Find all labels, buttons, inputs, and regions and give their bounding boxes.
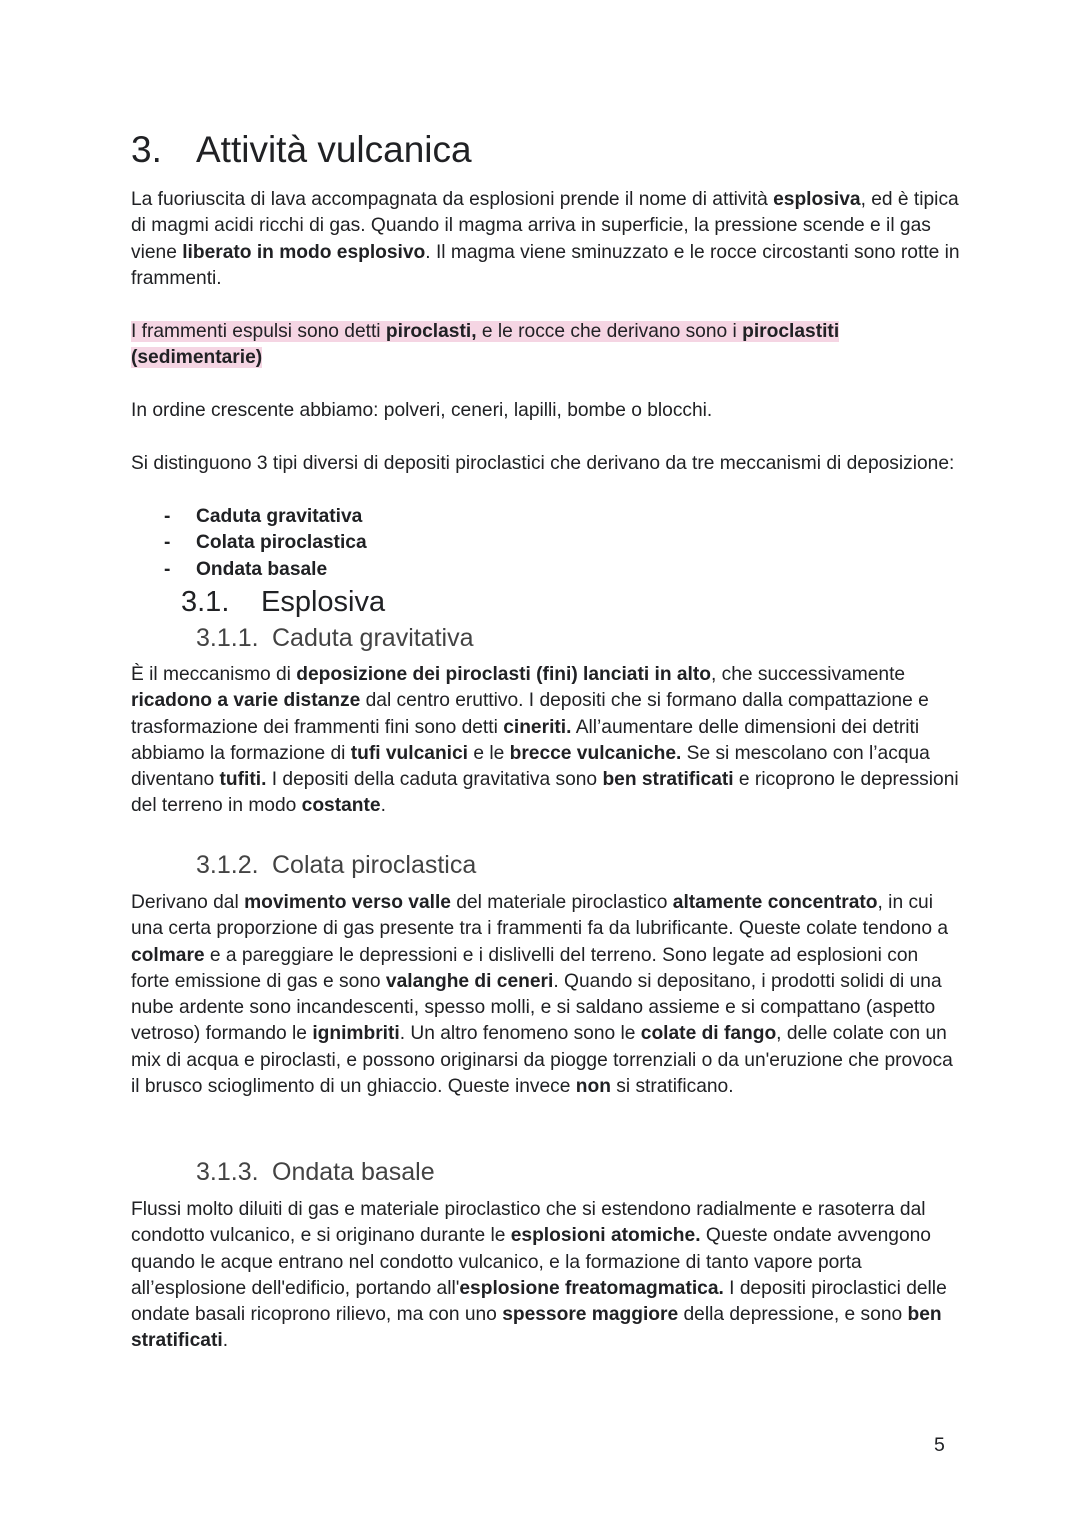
subsubsection-number: 3.1.1. [196, 624, 259, 652]
bold-text-run: deposizione dei piroclasti (fini) lanciati in alto [296, 664, 711, 685]
bold-text-run: colate di fango [640, 1023, 777, 1045]
text-run: , ed è tipica di magmi acidi ricchi di gas. Quando il magma arriva in superficie, la pressione scende e il gas viene [131, 189, 959, 263]
bold-text-run: piroclasti, [385, 321, 477, 342]
bold-text-run: tufi vulcanici [350, 742, 468, 764]
text-run: della depressione, e sono [678, 1304, 908, 1326]
text-run: , delle colate con un mix di acqua e piroclasti, e possono originarsi da piogge torrenziali o da un'eruzione che provoca il brusco scioglimento di un ghiaccio. Queste invece [131, 1023, 953, 1098]
page-number: 5 [934, 1434, 945, 1456]
list-item [131, 504, 367, 530]
highlighted-paragraph [131, 319, 961, 372]
text-run: Se si mescolano con l’acqua diventano [131, 742, 930, 791]
bold-text-run: tufiti. [219, 769, 267, 791]
bold-text-run: cineriti. [503, 716, 572, 738]
text-run: I depositi della caduta gravitativa sono [266, 769, 603, 791]
highlight-text [131, 321, 839, 368]
subsubsection-title: Ondata basale [272, 1158, 435, 1186]
text-run: Queste ondate avvengono quando le acque entrano nel condotto vulcanico, e la formazione di tanto vapore porta all’esplosione dell'edificio, portando all' [131, 1225, 931, 1299]
bold-text-run: brecce vulcaniche. [509, 742, 682, 764]
subsubsection-number: 3.1.2. [196, 851, 259, 879]
bold-text-run: colmare [131, 944, 205, 966]
bold-text-run: (sedimentarie) [131, 347, 263, 369]
text-run: Derivano dal [131, 892, 245, 913]
colata-paragraph [131, 890, 961, 1100]
bold-text-run: valanghe di ceneri [385, 970, 554, 992]
bold-text-run: esplosioni atomiche. [510, 1225, 701, 1247]
text-run: . [222, 1330, 229, 1352]
section-heading [131, 128, 472, 172]
text-run: , in cui una certa proporzione di gas presente tra i frammenti fa da lubrificante. Queste colate tendono a [131, 892, 949, 940]
subsubsection-heading [196, 623, 474, 653]
bold-text-run: ben stratificati [131, 1304, 942, 1352]
list-bullet: - [164, 506, 171, 527]
list-bullet: - [164, 532, 171, 554]
text-run: si stratificano. [610, 1076, 734, 1098]
deposit-types-list [131, 504, 367, 583]
bold-text-run: spessore maggiore [502, 1304, 679, 1326]
text-run: . Quando si depositano, i prodotti solidi di una nube ardente sono incandescenti, spesso molli, e si saldano assieme e si compattano (aspetto vetroso) formando le [131, 970, 942, 1045]
bold-text-run: ricadono a varie distanze [131, 690, 361, 712]
text-run: La fuoriuscita di lava accompagnata da esplosioni prende il nome di attività [131, 189, 774, 210]
bold-text-run: esplosione freatomagmatica. [459, 1277, 724, 1299]
bold-text-run: movimento verso valle [244, 892, 451, 913]
list-item [131, 557, 367, 583]
list-item [131, 530, 367, 556]
list-item-text: Colata piroclastica [196, 532, 367, 554]
text-run: e a pareggiare le depressioni e i dislivelli del terreno. Sono legate ad esplosioni con forte emissione di gas e sono [131, 944, 919, 992]
subsubsection-title: Caduta gravitativa [272, 624, 474, 652]
text-run: e le rocce che derivano sono i [476, 321, 743, 342]
section-title: Attività vulcanica [196, 129, 472, 170]
bold-text-run: ben stratificati [602, 769, 734, 791]
bold-text-run: liberato in modo esplosivo [182, 241, 426, 263]
text-run: dal centro eruttivo. I depositi che si formano dalla compattazione e trasformazione dei frammenti fini sono detti [131, 690, 929, 738]
bold-text-run: altamente concentrato [672, 892, 878, 913]
text-run: È il meccanismo di [131, 664, 297, 685]
caduta-paragraph [131, 662, 961, 820]
list-item-text: Ondata basale [196, 558, 328, 580]
section-number: 3. [131, 129, 162, 170]
text-run: e ricoprono le depressioni del terreno in modo [131, 769, 959, 817]
text-run: All’aumentare delle dimensioni dei detriti abbiamo la formazione di [131, 716, 920, 764]
subsubsection-heading [196, 850, 476, 880]
subsubsection-number: 3.1.3. [196, 1158, 259, 1186]
text-run: . [380, 795, 386, 817]
bold-text-run: esplosiva [773, 189, 861, 210]
text-run: del materiale piroclastico [450, 892, 673, 913]
subsection-title: Esplosiva [261, 586, 386, 618]
subsubsection-title: Colata piroclastica [272, 851, 477, 879]
subsection-heading [181, 584, 385, 620]
bold-text-run: ignimbriti [312, 1023, 400, 1045]
text-run: , che successivamente [711, 664, 906, 685]
text-run: I frammenti espulsi sono detti [131, 321, 386, 342]
list-bullet: - [164, 558, 171, 580]
text-run: I depositi piroclastici delle ondate basali ricoprono rilievo, ma con uno [131, 1277, 947, 1326]
distinguish-paragraph: Si distinguono 3 tipi diversi di depositi piroclastici che derivano da tre meccanismi di deposizione: [131, 453, 955, 474]
subsubsection-heading [196, 1157, 435, 1187]
list-item-text: Caduta gravitativa [196, 506, 363, 527]
ondata-paragraph [131, 1197, 961, 1355]
subsection-number: 3.1. [181, 586, 230, 618]
text-run: . Un altro fenomeno sono le [399, 1023, 641, 1045]
intro-paragraph [131, 187, 961, 292]
bold-text-run: costante [301, 795, 381, 817]
bold-text-run: piroclastiti [742, 321, 840, 342]
bold-text-run: non [575, 1076, 611, 1098]
text-run: . Il magma viene sminuzzato e le rocce circostanti sono rotte in frammenti. [131, 241, 960, 289]
text-run: e le [468, 742, 510, 764]
text-run: Flussi molto diluiti di gas e materiale piroclastico che si estendono radialmente e rasoterra dal condotto vulcanico, e si originano durante le [131, 1199, 926, 1247]
order-paragraph: In ordine crescente abbiamo: polveri, ceneri, lapilli, bombe o blocchi. [131, 400, 713, 421]
